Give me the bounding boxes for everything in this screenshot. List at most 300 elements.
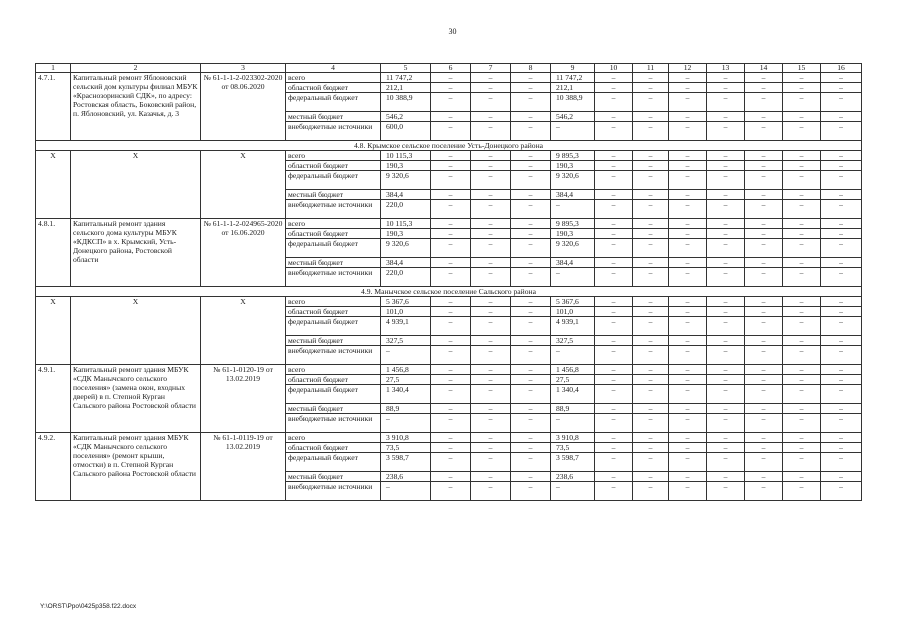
funding-source: внебюджетные источники bbox=[286, 414, 381, 433]
value-empty: – bbox=[633, 200, 669, 219]
value-empty: – bbox=[707, 336, 745, 346]
value-empty: – bbox=[431, 346, 471, 365]
funding-source: областной бюджет bbox=[286, 83, 381, 93]
value-empty: – bbox=[783, 190, 821, 200]
value-empty: – bbox=[511, 268, 551, 287]
value-empty: – bbox=[633, 219, 669, 229]
value-empty: – bbox=[633, 443, 669, 453]
value-empty: – bbox=[471, 375, 511, 385]
value-year: – bbox=[551, 414, 595, 433]
value-empty: – bbox=[669, 93, 707, 112]
item-number: 4.7.1. bbox=[36, 73, 71, 141]
value-empty: – bbox=[471, 122, 511, 141]
value-empty: – bbox=[633, 453, 669, 472]
value-empty: – bbox=[511, 472, 551, 482]
object-name: Х bbox=[71, 297, 201, 365]
value-year: – bbox=[551, 200, 595, 219]
value-year: 384,4 bbox=[551, 190, 595, 200]
value-empty: – bbox=[745, 83, 783, 93]
value-empty: – bbox=[471, 229, 511, 239]
value-year: 327,5 bbox=[551, 336, 595, 346]
page-number: 30 bbox=[448, 27, 457, 36]
funding-source: федеральный бюджет bbox=[286, 239, 381, 258]
value-empty: – bbox=[633, 93, 669, 112]
item-number: 4.8.1. bbox=[36, 219, 71, 287]
value-empty: – bbox=[669, 83, 707, 93]
value-total: 600,0 bbox=[381, 122, 431, 141]
value-year: 212,1 bbox=[551, 83, 595, 93]
value-empty: – bbox=[707, 317, 745, 336]
value-empty: – bbox=[431, 229, 471, 239]
value-empty: – bbox=[595, 268, 633, 287]
value-empty: – bbox=[633, 433, 669, 443]
value-total: 9 320,6 bbox=[381, 171, 431, 190]
value-empty: – bbox=[669, 200, 707, 219]
value-empty: – bbox=[745, 433, 783, 443]
table-body bbox=[36, 64, 862, 501]
value-empty: – bbox=[511, 258, 551, 268]
value-empty: – bbox=[633, 122, 669, 141]
value-empty: – bbox=[595, 336, 633, 346]
value-year: 9 895,3 bbox=[551, 219, 595, 229]
value-empty: – bbox=[783, 161, 821, 171]
value-empty: – bbox=[595, 112, 633, 122]
value-empty: – bbox=[471, 239, 511, 258]
value-empty: – bbox=[471, 171, 511, 190]
value-empty: – bbox=[431, 317, 471, 336]
value-empty: – bbox=[669, 414, 707, 433]
value-empty: – bbox=[595, 482, 633, 501]
value-empty: – bbox=[707, 200, 745, 219]
value-empty: – bbox=[595, 375, 633, 385]
value-total: 10 115,3 bbox=[381, 219, 431, 229]
value-empty: – bbox=[707, 122, 745, 141]
value-empty: – bbox=[595, 93, 633, 112]
value-empty: – bbox=[821, 151, 862, 161]
document-ref: № 61-1-1-2-023302-2020 от 08.06.2020 bbox=[201, 73, 286, 141]
funding-source: областной бюджет bbox=[286, 307, 381, 317]
value-empty: – bbox=[633, 336, 669, 346]
value-empty: – bbox=[431, 268, 471, 287]
funding-source: внебюджетные источники bbox=[286, 482, 381, 501]
value-empty: – bbox=[633, 472, 669, 482]
value-empty: – bbox=[821, 482, 862, 501]
column-number: 9 bbox=[551, 64, 595, 73]
value-total: 190,3 bbox=[381, 229, 431, 239]
value-empty: – bbox=[471, 161, 511, 171]
value-empty: – bbox=[745, 161, 783, 171]
object-name: Капитальный ремонт здания сельского дома культуры МБУК «КДКСП» в х. Крымский, Усть-Донецкого района, Ростовской области bbox=[71, 219, 201, 287]
value-empty: – bbox=[745, 414, 783, 433]
value-empty: – bbox=[511, 482, 551, 501]
value-empty: – bbox=[511, 171, 551, 190]
value-empty: – bbox=[595, 239, 633, 258]
value-year: 9 895,3 bbox=[551, 151, 595, 161]
value-empty: – bbox=[511, 83, 551, 93]
funding-source: местный бюджет bbox=[286, 112, 381, 122]
value-total: 1 340,4 bbox=[381, 385, 431, 404]
item-number: Х bbox=[36, 297, 71, 365]
value-empty: – bbox=[511, 200, 551, 219]
value-empty: – bbox=[633, 317, 669, 336]
value-empty: – bbox=[783, 443, 821, 453]
column-number: 12 bbox=[669, 64, 707, 73]
value-total: 384,4 bbox=[381, 258, 431, 268]
value-empty: – bbox=[821, 83, 862, 93]
value-empty: – bbox=[471, 346, 511, 365]
value-empty: – bbox=[595, 346, 633, 365]
value-empty: – bbox=[431, 258, 471, 268]
item-number: 4.9.2. bbox=[36, 433, 71, 501]
value-empty: – bbox=[471, 297, 511, 307]
value-empty: – bbox=[633, 385, 669, 404]
value-empty: – bbox=[471, 336, 511, 346]
section-title: 4.9. Манычское сельское поселение Сальского района bbox=[36, 287, 862, 297]
value-total: 384,4 bbox=[381, 190, 431, 200]
value-empty: – bbox=[669, 122, 707, 141]
value-empty: – bbox=[821, 297, 862, 307]
value-empty: – bbox=[821, 375, 862, 385]
value-empty: – bbox=[821, 200, 862, 219]
value-empty: – bbox=[633, 375, 669, 385]
value-empty: – bbox=[745, 336, 783, 346]
value-empty: – bbox=[471, 433, 511, 443]
value-empty: – bbox=[511, 375, 551, 385]
value-empty: – bbox=[431, 472, 471, 482]
value-empty: – bbox=[707, 472, 745, 482]
value-empty: – bbox=[783, 307, 821, 317]
value-empty: – bbox=[745, 200, 783, 219]
value-empty: – bbox=[821, 385, 862, 404]
value-empty: – bbox=[783, 375, 821, 385]
value-year: 27,5 bbox=[551, 375, 595, 385]
value-total: 3 910,8 bbox=[381, 433, 431, 443]
value-empty: – bbox=[669, 297, 707, 307]
funding-source: всего bbox=[286, 219, 381, 229]
value-total: 4 939,1 bbox=[381, 317, 431, 336]
value-empty: – bbox=[707, 346, 745, 365]
value-empty: – bbox=[633, 73, 669, 83]
value-total: 3 598,7 bbox=[381, 453, 431, 472]
value-empty: – bbox=[707, 268, 745, 287]
value-empty: – bbox=[595, 307, 633, 317]
value-empty: – bbox=[595, 73, 633, 83]
funding-source: местный бюджет bbox=[286, 472, 381, 482]
value-empty: – bbox=[633, 365, 669, 375]
value-empty: – bbox=[595, 161, 633, 171]
value-empty: – bbox=[511, 385, 551, 404]
value-empty: – bbox=[633, 482, 669, 501]
financing-table bbox=[35, 63, 862, 501]
value-empty: – bbox=[821, 307, 862, 317]
funding-source: федеральный бюджет bbox=[286, 453, 381, 472]
value-empty: – bbox=[471, 200, 511, 219]
value-empty: – bbox=[669, 258, 707, 268]
value-empty: – bbox=[595, 258, 633, 268]
funding-source: всего bbox=[286, 151, 381, 161]
value-empty: – bbox=[707, 93, 745, 112]
document-ref: № 61-1-0119-19 от 13.02.2019 bbox=[201, 433, 286, 501]
value-empty: – bbox=[595, 317, 633, 336]
value-empty: – bbox=[669, 404, 707, 414]
funding-source: местный бюджет bbox=[286, 190, 381, 200]
column-number: 2 bbox=[71, 64, 201, 73]
value-empty: – bbox=[745, 375, 783, 385]
value-empty: – bbox=[471, 404, 511, 414]
funding-source: федеральный бюджет bbox=[286, 317, 381, 336]
value-empty: – bbox=[669, 453, 707, 472]
value-empty: – bbox=[431, 93, 471, 112]
value-year: 11 747,2 bbox=[551, 73, 595, 83]
value-empty: – bbox=[821, 453, 862, 472]
value-empty: – bbox=[511, 336, 551, 346]
value-empty: – bbox=[745, 229, 783, 239]
value-empty: – bbox=[707, 453, 745, 472]
value-empty: – bbox=[431, 200, 471, 219]
value-empty: – bbox=[595, 219, 633, 229]
value-year: 5 367,6 bbox=[551, 297, 595, 307]
value-empty: – bbox=[821, 404, 862, 414]
value-empty: – bbox=[707, 151, 745, 161]
value-empty: – bbox=[669, 317, 707, 336]
value-empty: – bbox=[821, 317, 862, 336]
value-empty: – bbox=[633, 307, 669, 317]
value-empty: – bbox=[821, 414, 862, 433]
column-number: 5 bbox=[381, 64, 431, 73]
value-empty: – bbox=[431, 375, 471, 385]
section-row bbox=[36, 287, 862, 297]
value-empty: – bbox=[431, 336, 471, 346]
value-empty: – bbox=[707, 365, 745, 375]
value-empty: – bbox=[471, 317, 511, 336]
object-name: Капитальный ремонт Яблоновский сельский дом культуры филиал МБУК «Краснозоринский СДК», по адресу: Ростовская область, Боковский район, п. Яблоновский, ул. Казачья, д. 3 bbox=[71, 73, 201, 141]
value-empty: – bbox=[511, 307, 551, 317]
value-empty: – bbox=[669, 112, 707, 122]
value-year: 546,2 bbox=[551, 112, 595, 122]
value-total: 27,5 bbox=[381, 375, 431, 385]
value-empty: – bbox=[511, 317, 551, 336]
value-empty: – bbox=[511, 404, 551, 414]
value-empty: – bbox=[745, 73, 783, 83]
value-empty: – bbox=[633, 268, 669, 287]
value-empty: – bbox=[783, 73, 821, 83]
value-empty: – bbox=[783, 404, 821, 414]
value-empty: – bbox=[595, 472, 633, 482]
value-empty: – bbox=[633, 404, 669, 414]
value-empty: – bbox=[633, 229, 669, 239]
value-empty: – bbox=[471, 385, 511, 404]
item-number: 4.9.1. bbox=[36, 365, 71, 433]
value-empty: – bbox=[595, 190, 633, 200]
value-empty: – bbox=[783, 365, 821, 375]
value-total: 10 388,9 bbox=[381, 93, 431, 112]
value-empty: – bbox=[745, 219, 783, 229]
value-empty: – bbox=[595, 453, 633, 472]
column-number: 11 bbox=[633, 64, 669, 73]
value-empty: – bbox=[745, 171, 783, 190]
column-number: 10 bbox=[595, 64, 633, 73]
value-empty: – bbox=[821, 336, 862, 346]
value-empty: – bbox=[633, 414, 669, 433]
value-empty: – bbox=[821, 73, 862, 83]
value-empty: – bbox=[821, 346, 862, 365]
column-number: 7 bbox=[471, 64, 511, 73]
value-empty: – bbox=[707, 73, 745, 83]
value-empty: – bbox=[633, 161, 669, 171]
value-empty: – bbox=[511, 365, 551, 375]
value-empty: – bbox=[821, 443, 862, 453]
value-empty: – bbox=[595, 385, 633, 404]
value-empty: – bbox=[669, 472, 707, 482]
value-empty: – bbox=[745, 190, 783, 200]
value-empty: – bbox=[431, 365, 471, 375]
column-number: 3 bbox=[201, 64, 286, 73]
value-empty: – bbox=[745, 151, 783, 161]
value-empty: – bbox=[783, 151, 821, 161]
value-year: 4 939,1 bbox=[551, 317, 595, 336]
value-empty: – bbox=[707, 258, 745, 268]
value-empty: – bbox=[669, 482, 707, 501]
document-ref: № 61-1-0120-19 от 13.02.2019 bbox=[201, 365, 286, 433]
value-year: 9 320,6 bbox=[551, 239, 595, 258]
value-empty: – bbox=[783, 112, 821, 122]
value-total: 9 320,6 bbox=[381, 239, 431, 258]
value-year: 9 320,6 bbox=[551, 171, 595, 190]
value-empty: – bbox=[511, 433, 551, 443]
value-empty: – bbox=[595, 200, 633, 219]
section-row bbox=[36, 141, 862, 151]
value-empty: – bbox=[821, 258, 862, 268]
value-empty: – bbox=[707, 239, 745, 258]
value-year: 3 910,8 bbox=[551, 433, 595, 443]
value-empty: – bbox=[471, 307, 511, 317]
value-empty: – bbox=[745, 112, 783, 122]
funding-source: федеральный бюджет bbox=[286, 171, 381, 190]
value-year: 1 456,8 bbox=[551, 365, 595, 375]
value-empty: – bbox=[431, 297, 471, 307]
funding-source: внебюджетные источники bbox=[286, 346, 381, 365]
value-empty: – bbox=[707, 83, 745, 93]
value-empty: – bbox=[431, 219, 471, 229]
column-number: 16 bbox=[821, 64, 862, 73]
value-empty: – bbox=[511, 190, 551, 200]
value-empty: – bbox=[511, 229, 551, 239]
value-empty: – bbox=[511, 414, 551, 433]
value-empty: – bbox=[669, 375, 707, 385]
funding-source: областной бюджет bbox=[286, 443, 381, 453]
value-empty: – bbox=[783, 433, 821, 443]
value-empty: – bbox=[431, 190, 471, 200]
value-total: 327,5 bbox=[381, 336, 431, 346]
value-empty: – bbox=[511, 239, 551, 258]
value-empty: – bbox=[669, 161, 707, 171]
value-total: 5 367,6 bbox=[381, 297, 431, 307]
funding-source: федеральный бюджет bbox=[286, 93, 381, 112]
value-empty: – bbox=[783, 200, 821, 219]
value-empty: – bbox=[783, 93, 821, 112]
value-empty: – bbox=[633, 112, 669, 122]
value-empty: – bbox=[595, 404, 633, 414]
value-empty: – bbox=[471, 443, 511, 453]
value-empty: – bbox=[669, 268, 707, 287]
value-empty: – bbox=[669, 151, 707, 161]
table-row bbox=[36, 365, 862, 375]
value-empty: – bbox=[431, 171, 471, 190]
value-year: 10 388,9 bbox=[551, 93, 595, 112]
table-row bbox=[36, 73, 862, 83]
value-empty: – bbox=[471, 365, 511, 375]
value-empty: – bbox=[669, 443, 707, 453]
value-total: – bbox=[381, 346, 431, 365]
value-empty: – bbox=[783, 336, 821, 346]
value-empty: – bbox=[431, 307, 471, 317]
value-empty: – bbox=[511, 443, 551, 453]
value-empty: – bbox=[471, 83, 511, 93]
funding-source: областной бюджет bbox=[286, 229, 381, 239]
document-ref: Х bbox=[201, 297, 286, 365]
value-empty: – bbox=[783, 346, 821, 365]
value-total: 212,1 bbox=[381, 83, 431, 93]
value-empty: – bbox=[745, 307, 783, 317]
value-empty: – bbox=[707, 307, 745, 317]
value-empty: – bbox=[595, 151, 633, 161]
object-name: Капитальный ремонт здания МБУК «СДК Манычского сельского поселения» (ремонт крыши, отмостки) в п. Степной Курган Сальского района Ростовской области bbox=[71, 433, 201, 501]
value-empty: – bbox=[431, 122, 471, 141]
value-empty: – bbox=[783, 414, 821, 433]
value-empty: – bbox=[745, 258, 783, 268]
value-empty: – bbox=[633, 190, 669, 200]
value-empty: – bbox=[707, 161, 745, 171]
value-empty: – bbox=[471, 453, 511, 472]
value-empty: – bbox=[633, 171, 669, 190]
value-empty: – bbox=[783, 268, 821, 287]
value-empty: – bbox=[745, 268, 783, 287]
value-empty: – bbox=[821, 229, 862, 239]
value-empty: – bbox=[633, 239, 669, 258]
value-empty: – bbox=[471, 472, 511, 482]
value-empty: – bbox=[783, 297, 821, 307]
column-number: 1 bbox=[36, 64, 71, 73]
value-empty: – bbox=[669, 385, 707, 404]
value-empty: – bbox=[707, 385, 745, 404]
funding-source: областной бюджет bbox=[286, 161, 381, 171]
column-number: 13 bbox=[707, 64, 745, 73]
value-empty: – bbox=[745, 472, 783, 482]
table-row bbox=[36, 219, 862, 229]
value-empty: – bbox=[669, 229, 707, 239]
value-empty: – bbox=[511, 161, 551, 171]
value-empty: – bbox=[745, 93, 783, 112]
value-empty: – bbox=[745, 443, 783, 453]
value-empty: – bbox=[511, 297, 551, 307]
funding-source: внебюджетные источники bbox=[286, 122, 381, 141]
value-empty: – bbox=[783, 229, 821, 239]
value-empty: – bbox=[511, 122, 551, 141]
funding-source: всего bbox=[286, 73, 381, 83]
value-empty: – bbox=[783, 317, 821, 336]
value-empty: – bbox=[707, 190, 745, 200]
value-empty: – bbox=[821, 472, 862, 482]
value-total: 1 456,8 bbox=[381, 365, 431, 375]
value-empty: – bbox=[633, 83, 669, 93]
value-empty: – bbox=[511, 93, 551, 112]
value-empty: – bbox=[745, 317, 783, 336]
value-total: 88,9 bbox=[381, 404, 431, 414]
value-total: – bbox=[381, 414, 431, 433]
value-empty: – bbox=[431, 161, 471, 171]
document-ref: Х bbox=[201, 151, 286, 219]
value-empty: – bbox=[595, 365, 633, 375]
